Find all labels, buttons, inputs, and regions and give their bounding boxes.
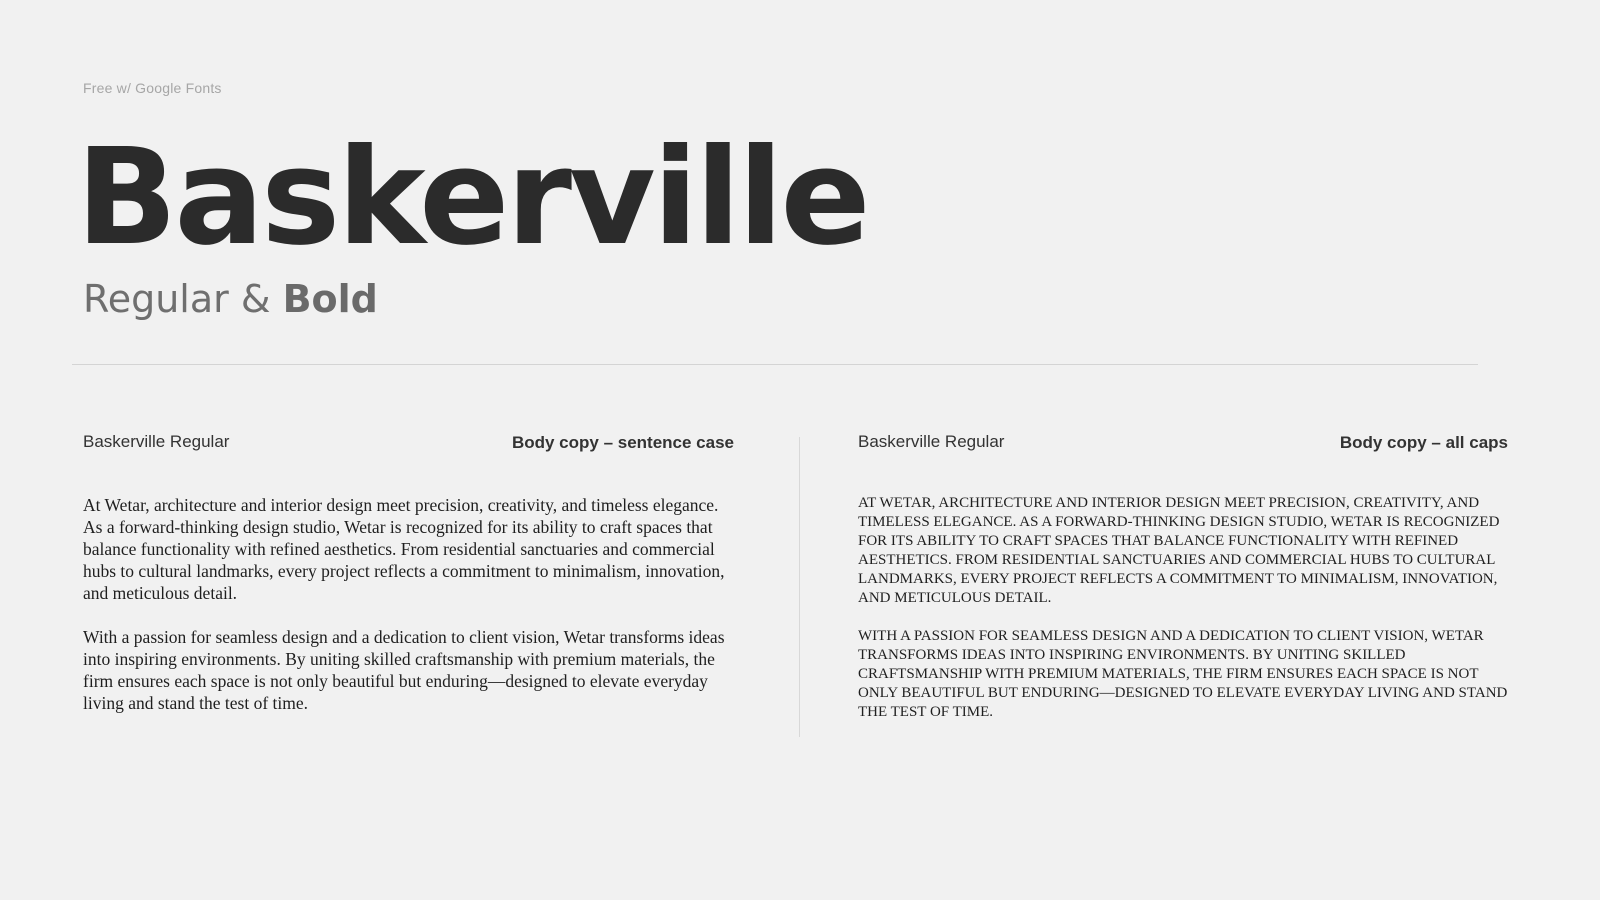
column-font-name: Baskerville Regular — [83, 432, 230, 451]
typeface-title: Baskerville — [76, 121, 868, 275]
sentence-case-sample — [83, 494, 734, 714]
column-header — [858, 432, 1508, 456]
weight-bold-label: Bold — [282, 277, 378, 321]
weight-regular-label: Regular — [83, 277, 229, 321]
all-caps-column — [858, 432, 1508, 741]
column-style-label: Body copy – all caps — [1339, 433, 1508, 452]
sample-paragraph: At Wetar, architecture and interior design meet precision, creativity, and timeless elegance. As a forward-thinking design studio, Wetar is recognized for its ability to craft spaces that balance functionality with refined aesthetics. From residential sanctuaries and commercial hubs to cultural landmarks, every project reflects a commitment to minimalism, innovation, and meticulous detail. — [83, 495, 725, 603]
all-caps-sample — [858, 494, 1508, 722]
sentence-case-column — [83, 432, 734, 736]
vertical-divider — [799, 437, 800, 737]
horizontal-divider — [72, 364, 1478, 365]
column-header — [83, 432, 734, 456]
column-font-name: Baskerville Regular — [858, 432, 1005, 451]
sample-paragraph: WITH A PASSION FOR SEAMLESS DESIGN AND A DEDICATION TO CLIENT VISION, WETAR TRANSFORMS IDEAS INTO INSPIRING ENVIRONMENTS. BY UNITING SKILLED CRAFTSMANSHIP WITH PREMIUM MATERIALS, THE FIRM ENSURES EACH SPACE IS NOT ONLY BEAUTIFUL BUT ENDURING—DESIGNED TO ELEVATE EVERYDAY LIVING AND STAND THE TEST OF TIME. — [858, 628, 1508, 720]
ampersand: & — [240, 277, 271, 321]
sample-paragraph: With a passion for seamless design and a dedication to client vision, Wetar transforms ideas into inspiring environments. By uniting skilled craftsmanship with premium materials, the firm ensures each space is not only beautiful but enduring—designed to elevate everyday living and stand the test of time. — [83, 627, 725, 713]
column-style-label: Body copy – sentence case — [511, 433, 734, 452]
source-note: Free w/ Google Fonts — [83, 80, 222, 96]
weights-subtitle — [83, 274, 378, 324]
sample-paragraph: AT WETAR, ARCHITECTURE AND INTERIOR DESIGN MEET PRECISION, CREATIVITY, AND TIMELESS ELEGANCE. AS A FORWARD-THINKING DESIGN STUDIO, WETAR IS RECOGNIZED FOR ITS ABILITY TO CRAFT SPACES THAT BALANCE FUNCTIONALITY WITH REFINED AESTHETICS. FROM RESIDENTIAL SANCTUARIES AND COMMERCIAL HUBS TO CULTURAL LANDMARKS, EVERY PROJECT REFLECTS A COMMITMENT TO MINIMALISM, INNOVATION, AND METICULOUS DETAIL. — [858, 495, 1500, 606]
